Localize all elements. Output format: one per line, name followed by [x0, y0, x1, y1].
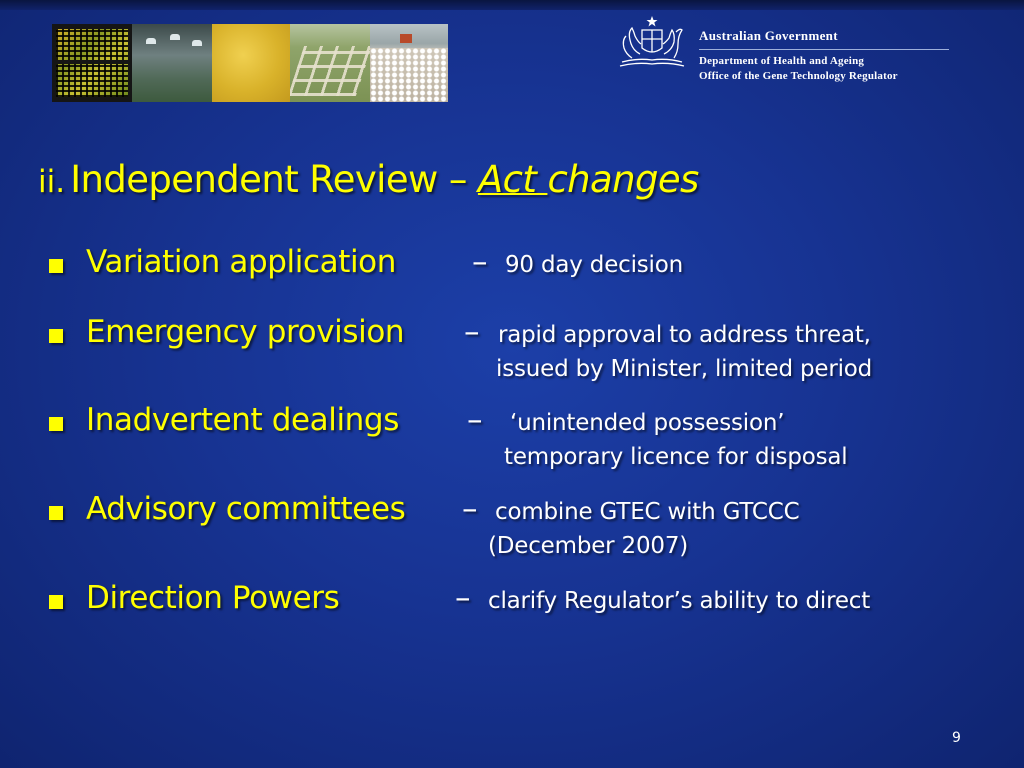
header-divider — [699, 49, 949, 50]
government-name: Australian Government — [699, 28, 838, 43]
title-main: Independent Review – — [70, 158, 478, 201]
square-bullet-icon — [49, 595, 63, 609]
bullet-heading: Variation application — [86, 244, 396, 280]
title-changes: changes — [547, 158, 699, 201]
bullet-heading: Inadvertent dealings — [86, 402, 399, 438]
bullet-heading: Advisory committees — [86, 491, 406, 527]
bullet-description: clarify Regulator’s ability to direct — [488, 588, 871, 614]
bullet-description-continued: (December 2007) — [488, 533, 689, 559]
bullet-dash: – — [462, 491, 478, 527]
bullet-dash: – — [467, 402, 483, 438]
canola-field-photo — [212, 24, 290, 102]
field-trial-plots-photo — [290, 24, 370, 102]
slide-title — [38, 158, 699, 201]
bullet-description: ‘unintended possession’ — [510, 410, 785, 436]
square-bullet-icon — [49, 506, 63, 520]
title-prefix: ii. — [38, 164, 66, 200]
department-name: Department of Health and Ageing — [699, 55, 865, 67]
bullet-description: combine GTEC with GTCCC — [495, 499, 800, 525]
bullet-heading: Emergency provision — [86, 314, 405, 350]
microarray-photo — [52, 24, 132, 102]
title-act: Act — [477, 158, 548, 201]
square-bullet-icon — [49, 417, 63, 431]
government-header — [699, 28, 949, 84]
coat-of-arms-icon — [612, 14, 692, 72]
page-number: 9 — [952, 730, 961, 746]
square-bullet-icon — [49, 259, 63, 273]
cotton-harvest-photo — [370, 24, 448, 102]
bullet-description-continued: temporary licence for disposal — [504, 444, 848, 470]
bullet-dash: – — [472, 244, 488, 280]
bullet-heading: Direction Powers — [86, 580, 340, 616]
bullet-dash: – — [455, 580, 471, 616]
bullet-description: 90 day decision — [505, 252, 684, 278]
photo-banner — [52, 24, 448, 102]
top-bar — [0, 0, 1024, 10]
bullet-dash: – — [464, 314, 480, 350]
square-bullet-icon — [49, 329, 63, 343]
greenhouse-photo — [132, 24, 212, 102]
bullet-description: rapid approval to address threat, — [498, 322, 871, 348]
bullet-description-continued: issued by Minister, limited period — [496, 356, 873, 382]
office-name: Office of the Gene Technology Regulator — [699, 70, 898, 82]
